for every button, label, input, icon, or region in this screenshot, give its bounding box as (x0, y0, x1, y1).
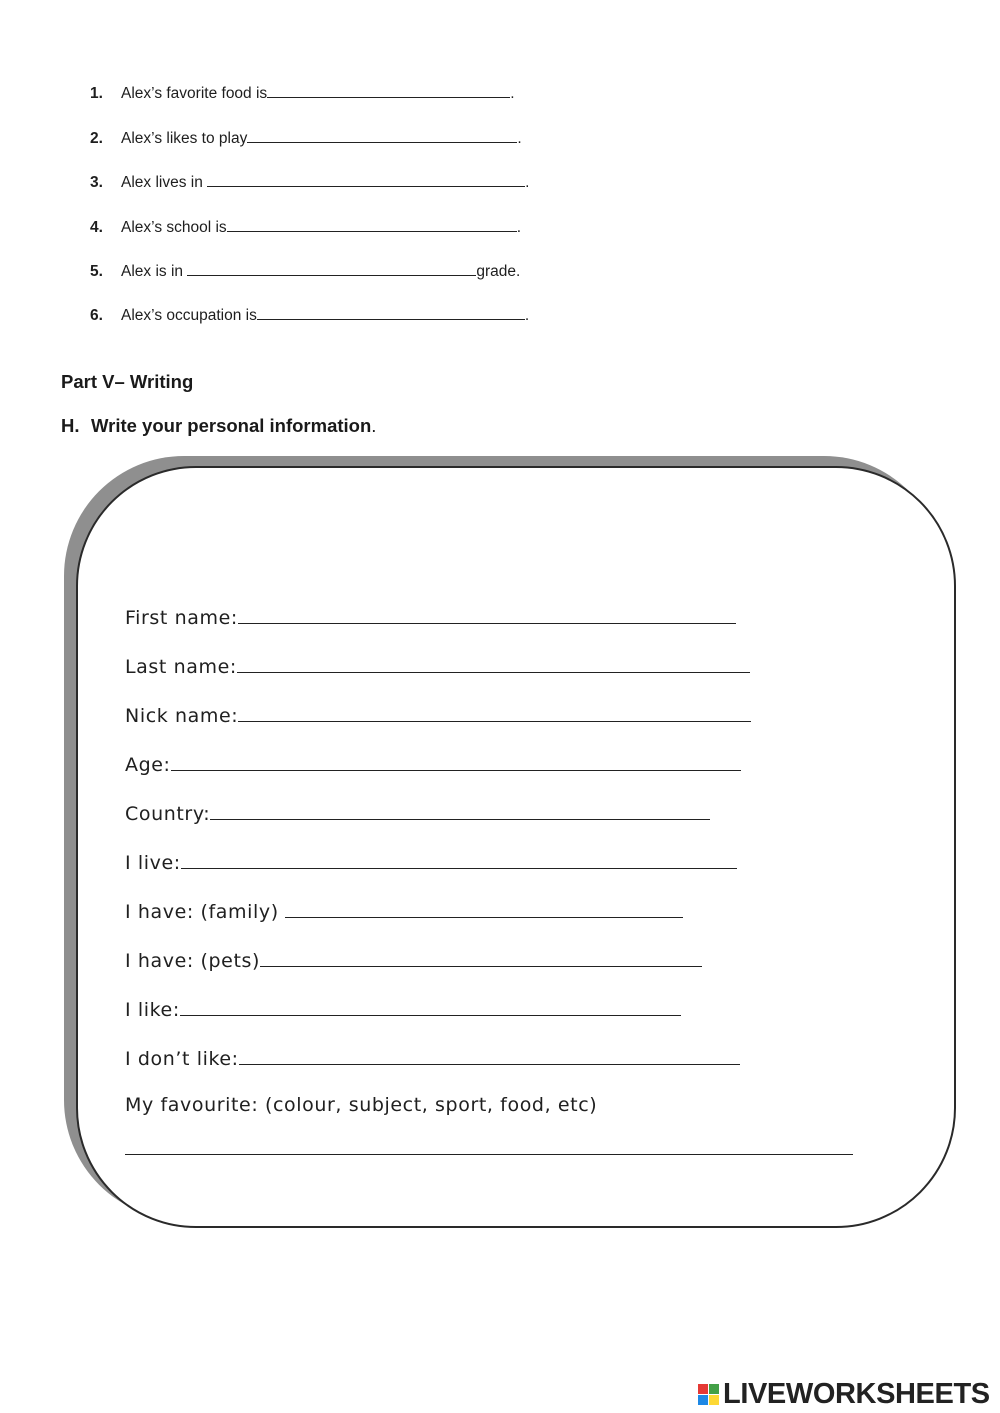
question-6 (90, 305, 529, 325)
question-suffix: . (516, 219, 521, 236)
section-letter: H. (61, 415, 80, 436)
field-label: I have: (family) (125, 901, 286, 923)
field-first-name (125, 603, 736, 629)
logo-mark-icon (698, 1384, 719, 1405)
field-i-like (125, 995, 681, 1021)
field-last-name (125, 652, 750, 678)
field-input-line[interactable] (180, 995, 681, 1016)
answer-blank[interactable] (227, 217, 517, 232)
question-text: Alex is in (121, 263, 188, 280)
field-label: Age: (125, 754, 171, 776)
part-title: Part V– Writing (61, 371, 194, 392)
section-title (61, 415, 376, 437)
field-input-line[interactable] (239, 1044, 740, 1065)
field-label: Last name: (125, 656, 237, 678)
question-text: Alex’s school is (121, 219, 227, 236)
field-country (125, 799, 710, 825)
field-nick-name (125, 701, 751, 727)
question-suffix: grade. (476, 263, 521, 280)
logo-square-blue (698, 1395, 708, 1405)
field-label: I have: (pets) (125, 950, 261, 972)
question-3 (90, 172, 529, 192)
logo-square-green (709, 1384, 719, 1394)
field-input-line[interactable] (238, 701, 751, 722)
question-suffix: . (517, 130, 522, 147)
answer-blank[interactable] (267, 83, 510, 98)
field-input-line[interactable] (210, 799, 710, 820)
answer-blank[interactable] (187, 261, 476, 276)
question-suffix: . (524, 307, 530, 324)
field-input-line[interactable] (181, 848, 737, 869)
question-4 (90, 217, 521, 237)
answer-blank[interactable] (247, 128, 517, 143)
question-text: Alex’s favorite food is (121, 85, 268, 102)
question-number: 6. (90, 307, 103, 324)
question-number: 2. (90, 130, 103, 147)
question-text: Alex lives in (121, 174, 208, 191)
section-text: Write your personal information (91, 415, 372, 436)
question-suffix: . (525, 174, 530, 191)
logo-text: LIVEWORKSHEETS (723, 1377, 990, 1410)
field-pets (125, 946, 702, 972)
field-input-line[interactable] (171, 750, 741, 771)
field-i-dont-like (125, 1044, 740, 1070)
field-input-line[interactable] (260, 946, 702, 967)
field-label: I don’t like: (125, 1048, 239, 1070)
field-input-line[interactable] (237, 652, 750, 673)
field-label: Nick name: (125, 705, 239, 727)
question-number: 4. (90, 219, 103, 236)
question-5 (90, 261, 520, 281)
section-period: . (371, 415, 377, 436)
field-input-line[interactable] (238, 603, 736, 624)
favourite-input-line[interactable] (125, 1154, 853, 1155)
answer-blank[interactable] (257, 305, 525, 320)
question-text: Alex’s occupation is (121, 307, 257, 324)
field-label: First name: (125, 607, 238, 629)
question-text: Alex’s likes to play (121, 130, 248, 147)
question-1 (90, 83, 515, 103)
field-label: Country: (125, 803, 211, 825)
question-number: 1. (90, 85, 103, 102)
field-label: My favourite: (colour, subject, sport, food, etc) (125, 1094, 598, 1116)
field-label: I live: (125, 852, 181, 874)
field-label: I like: (125, 999, 180, 1021)
field-i-live (125, 848, 737, 874)
answer-blank[interactable] (207, 172, 525, 187)
question-number: 3. (90, 174, 103, 191)
question-suffix: . (510, 85, 515, 102)
question-2 (90, 128, 522, 148)
field-input-line[interactable] (285, 897, 683, 918)
question-number: 5. (90, 263, 103, 280)
field-family (125, 897, 683, 923)
liveworksheets-logo (698, 1376, 990, 1412)
field-age (125, 750, 741, 776)
logo-square-red (698, 1384, 708, 1394)
logo-square-yellow (709, 1395, 719, 1405)
field-favourite (125, 1094, 597, 1116)
